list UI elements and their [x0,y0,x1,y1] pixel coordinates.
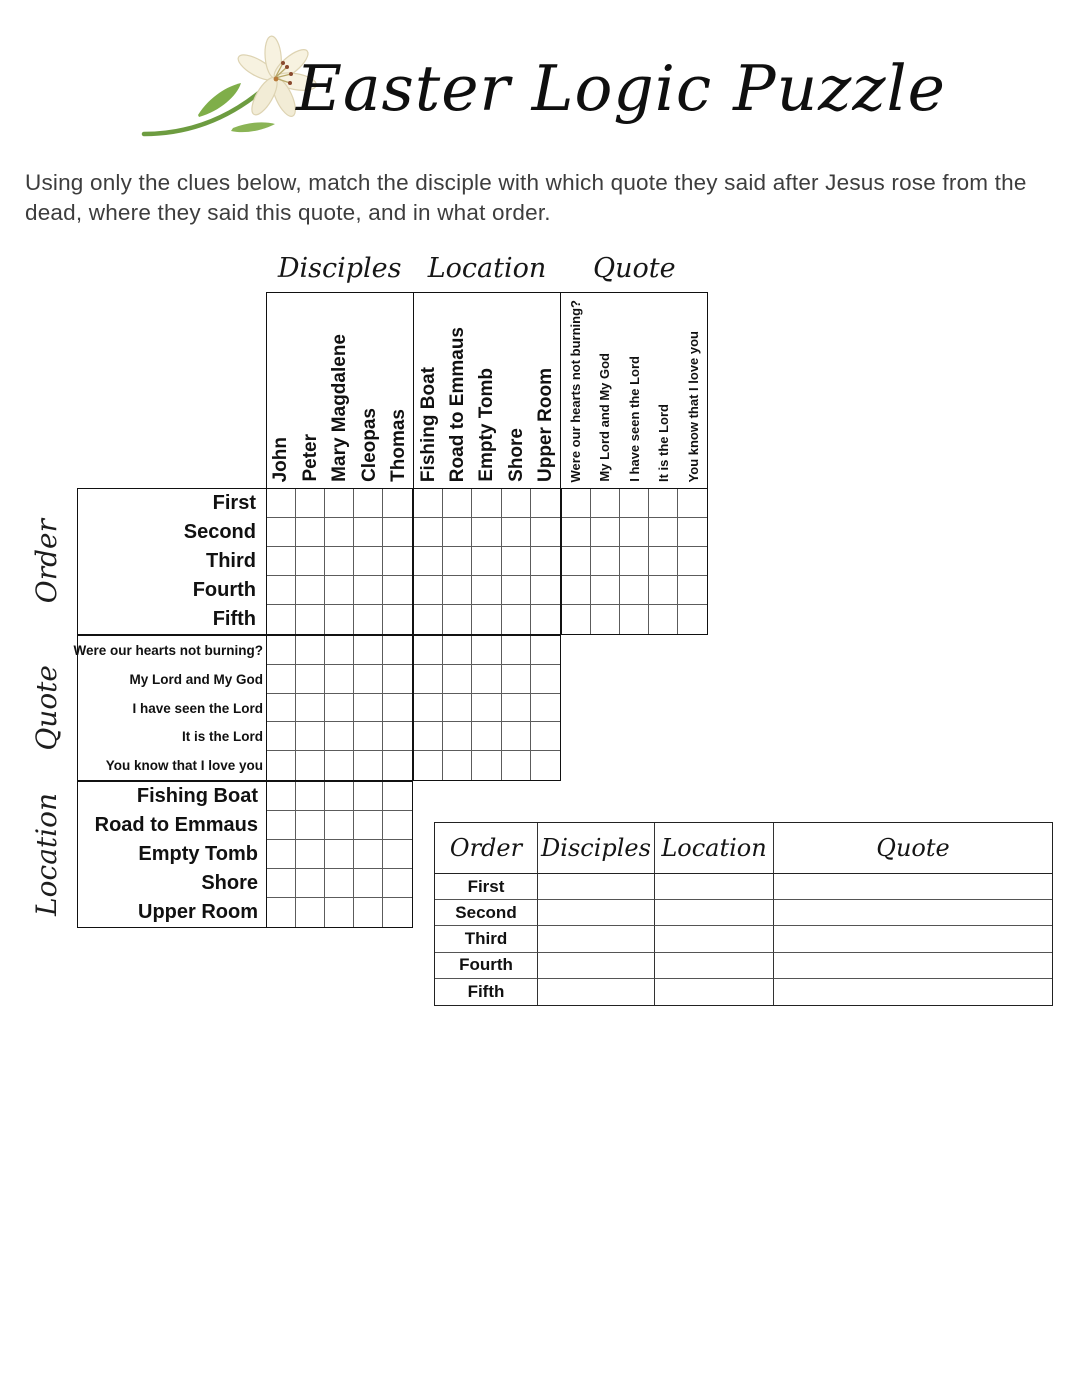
grid-cell[interactable] [354,547,383,576]
grid-cell[interactable] [531,722,560,751]
grid-cell[interactable] [443,665,472,694]
grid-cell[interactable] [531,576,560,605]
column-header [472,292,501,488]
answer-row-label: Fourth [435,953,538,979]
grid-cell[interactable] [472,694,501,723]
column-header [590,292,619,488]
grid-cell[interactable] [531,605,560,634]
grid-cell[interactable] [502,751,531,780]
grid-cell[interactable] [502,489,531,518]
grid-cell[interactable] [296,518,325,547]
grid-cell[interactable] [414,751,443,780]
row-group-label-text: Order [29,519,63,604]
column-header [561,292,590,488]
grid-cell[interactable] [354,694,383,723]
row-label: First [212,491,256,514]
grid-cell[interactable] [296,636,325,665]
answer-column-header: Disciples [538,823,655,874]
grid-cell[interactable] [472,665,501,694]
row-label-box [73,635,266,782]
answer-cell-location[interactable] [655,874,774,900]
answer-cell-disciple[interactable] [538,953,655,979]
grid-cell[interactable] [325,605,354,634]
grid-cell[interactable] [562,489,591,518]
grid-cell[interactable] [325,518,354,547]
grid-cell[interactable] [325,576,354,605]
column-header [413,292,442,488]
grid-cell[interactable] [296,576,325,605]
row-label: Second [183,520,256,543]
grid-cell[interactable] [267,869,296,898]
grid-cell[interactable] [354,722,383,751]
grid-cell[interactable] [531,518,560,547]
grid-cell[interactable] [502,518,531,547]
grid-cell[interactable] [267,576,296,605]
answer-column-header: Quote [774,823,1052,874]
grid-cell[interactable] [678,547,707,576]
grid-cell[interactable] [296,489,325,518]
grid-cell[interactable] [267,547,296,576]
grid-cell[interactable] [562,518,591,547]
grid-cell[interactable] [267,605,296,634]
row-group-label-text: Location [29,793,63,917]
grid-cell[interactable] [354,898,383,927]
grid-cell[interactable] [414,547,443,576]
column-header [502,292,531,488]
answer-cell-quote[interactable] [774,926,1052,952]
column-header [620,292,649,488]
column-header-label: Fishing Boat [417,366,439,482]
grid-cell[interactable] [443,636,472,665]
grid-cell[interactable] [296,840,325,869]
row-group-label-location [22,781,70,928]
grid-cell[interactable] [472,636,501,665]
grid-cell[interactable] [443,547,472,576]
row-label: It is the Lord [182,729,263,745]
grid-cell[interactable] [296,751,325,780]
row-label: My Lord and My God [129,671,263,687]
column-group-label-disciples: Disciples [277,253,402,284]
grid-cell[interactable] [325,898,354,927]
grid-cell-block [266,781,413,928]
grid-cell[interactable] [354,782,383,811]
row-label: Were our hearts not burning? [73,642,263,658]
column-header [325,292,354,488]
grid-cell[interactable] [562,576,591,605]
column-header [443,292,472,488]
answer-cell-disciple[interactable] [538,900,655,926]
row-label: Upper Room [138,901,258,924]
grid-cell[interactable] [354,489,383,518]
grid-cell[interactable] [325,694,354,723]
grid-cell[interactable] [383,898,412,927]
grid-cell-block [413,635,560,782]
grid-cell[interactable] [354,518,383,547]
row-group-label-quote [22,635,70,782]
answer-column-header: Location [655,823,774,874]
grid-cell[interactable] [354,636,383,665]
grid-cell[interactable] [649,547,678,576]
grid-cell[interactable] [354,840,383,869]
grid-cell[interactable] [296,694,325,723]
grid-cell[interactable] [472,751,501,780]
grid-cell[interactable] [678,605,707,634]
grid-cell[interactable] [383,576,412,605]
column-header [679,292,708,488]
grid-cell[interactable] [267,518,296,547]
grid-cell[interactable] [591,605,620,634]
grid-cell[interactable] [267,722,296,751]
grid-cell-block [413,488,560,635]
column-header-label: John [270,436,292,482]
column-header-label: Empty Tomb [476,368,498,482]
grid-cell[interactable] [296,898,325,927]
grid-cell[interactable] [296,869,325,898]
row-label: Fifth [212,607,256,630]
column-group-label-location: Location [427,253,547,284]
grid-cell[interactable] [591,518,620,547]
grid-cell[interactable] [325,722,354,751]
grid-cell[interactable] [531,694,560,723]
row-label: Empty Tomb [138,843,258,866]
grid-cell[interactable] [267,636,296,665]
grid-cell-block [561,488,708,635]
grid-cell[interactable] [678,518,707,547]
column-header-label: Shore [505,428,527,482]
grid-cell[interactable] [443,722,472,751]
row-label: I have seen the Lord [132,700,263,716]
grid-cell[interactable] [383,605,412,634]
column-header-label: Upper Room [535,368,557,482]
grid-cell[interactable] [354,605,383,634]
grid-cell[interactable] [678,576,707,605]
grid-cell[interactable] [414,665,443,694]
grid-cell[interactable] [267,489,296,518]
grid-cell[interactable] [267,751,296,780]
column-header-label: Mary Magdalene [329,334,351,482]
column-header-label: You know that I love you [685,330,701,482]
answer-cell-location[interactable] [655,900,774,926]
grid-cell[interactable] [531,547,560,576]
grid-cell[interactable] [267,782,296,811]
grid-cell[interactable] [414,605,443,634]
grid-cell[interactable] [354,576,383,605]
grid-cell[interactable] [443,576,472,605]
page-title: Easter Logic Puzzle [296,52,946,125]
column-header [295,292,324,488]
row-group-label-order [22,488,70,635]
grid-cell[interactable] [472,576,501,605]
grid-cell[interactable] [562,605,591,634]
grid-cell[interactable] [383,489,412,518]
grid-cell[interactable] [502,576,531,605]
column-header-label: Thomas [388,409,410,482]
grid-cell[interactable] [325,840,354,869]
grid-cell[interactable] [414,518,443,547]
instructions-text: Using only the clues below, match the disciple with which quote they said after Jesus rose from the dead, where they said this quote, and in what order. [25,170,1027,225]
grid-cell[interactable] [267,898,296,927]
column-header [531,292,560,488]
row-label: Fourth [192,578,256,601]
grid-cell[interactable] [443,694,472,723]
grid-cell[interactable] [414,576,443,605]
row-label: Shore [201,872,258,895]
grid-cell[interactable] [502,665,531,694]
grid-cell[interactable] [531,751,560,780]
grid-cell[interactable] [531,489,560,518]
grid-cell[interactable] [502,636,531,665]
grid-cell[interactable] [531,636,560,665]
grid-cell[interactable] [472,489,501,518]
answer-cell-location[interactable] [655,979,774,1005]
column-header-label: Road to Emmaus [447,326,469,482]
grid-cell[interactable] [354,811,383,840]
grid-cell[interactable] [325,869,354,898]
grid-cell[interactable] [354,869,383,898]
grid-cell[interactable] [502,547,531,576]
grid-cell[interactable] [383,751,412,780]
column-group-label-quote: Quote [593,253,676,284]
grid-cell[interactable] [296,782,325,811]
answer-row-label: First [435,874,538,900]
grid-cell[interactable] [383,782,412,811]
grid-cell[interactable] [472,722,501,751]
grid-cell[interactable] [443,605,472,634]
grid-cell[interactable] [325,665,354,694]
answer-cell-quote[interactable] [774,953,1052,979]
grid-cell[interactable] [591,576,620,605]
grid-cell[interactable] [383,547,412,576]
row-label: Fishing Boat [136,785,258,808]
answer-cell-disciple[interactable] [538,874,655,900]
grid-cell-block [266,488,413,635]
grid-cell[interactable] [472,518,501,547]
grid-cell[interactable] [562,547,591,576]
grid-cell[interactable] [531,665,560,694]
grid-cell[interactable] [296,665,325,694]
grid-cell[interactable] [296,547,325,576]
grid-cell[interactable] [325,489,354,518]
answer-cell-disciple[interactable] [538,979,655,1005]
grid-cell[interactable] [267,665,296,694]
column-header-label: Were our hearts not burning? [567,299,583,482]
grid-cell[interactable] [325,636,354,665]
grid-cell[interactable] [620,576,649,605]
grid-cell[interactable] [354,665,383,694]
grid-cell[interactable] [383,869,412,898]
grid-cell[interactable] [383,694,412,723]
grid-cell[interactable] [383,518,412,547]
grid-cell[interactable] [443,751,472,780]
grid-cell[interactable] [502,722,531,751]
grid-cell[interactable] [383,722,412,751]
grid-cell[interactable] [296,605,325,634]
grid-cell[interactable] [620,489,649,518]
answer-row-label: Third [435,926,538,952]
column-header [649,292,678,488]
grid-cell[interactable] [502,694,531,723]
grid-cell[interactable] [649,518,678,547]
grid-cell[interactable] [591,547,620,576]
grid-cell[interactable] [591,489,620,518]
answer-cell-quote[interactable] [774,874,1052,900]
grid-cell[interactable] [649,576,678,605]
column-header [266,292,295,488]
answer-table [434,822,1053,1006]
grid-cell[interactable] [414,489,443,518]
grid-cell[interactable] [443,489,472,518]
answer-cell-quote[interactable] [774,900,1052,926]
grid-cell[interactable] [296,722,325,751]
grid-cell[interactable] [325,811,354,840]
grid-cell[interactable] [649,489,678,518]
column-header-label: Peter [299,434,321,482]
row-label: Road to Emmaus [94,814,258,837]
grid-cell[interactable] [414,636,443,665]
row-label-box [77,781,266,928]
column-header-label: Cleopas [358,408,380,482]
answer-row-label: Second [435,900,538,926]
row-label-box [77,488,266,635]
column-header [384,292,413,488]
answer-row-label: Fifth [435,979,538,1005]
grid-cell[interactable] [325,751,354,780]
grid-cell[interactable] [354,751,383,780]
grid-cell-block [266,635,413,782]
grid-cell[interactable] [443,518,472,547]
grid-cell[interactable] [267,694,296,723]
grid-cell[interactable] [325,547,354,576]
grid-cell[interactable] [296,811,325,840]
grid-cell[interactable] [383,840,412,869]
grid-cell[interactable] [414,722,443,751]
column-header [354,292,383,488]
column-header-label: I have seen the Lord [626,356,642,482]
grid-cell[interactable] [472,605,501,634]
row-group-label-text: Quote [29,665,63,751]
grid-cell[interactable] [414,694,443,723]
grid-cell[interactable] [325,782,354,811]
grid-cell[interactable] [620,605,649,634]
answer-column-header: Order [435,823,538,874]
grid-cell[interactable] [649,605,678,634]
grid-cell[interactable] [472,547,501,576]
grid-cell[interactable] [383,636,412,665]
column-header-label: It is the Lord [656,404,672,482]
grid-cell[interactable] [502,605,531,634]
row-label: You know that I love you [105,758,263,774]
column-header-label: My Lord and My God [597,353,613,482]
grid-cell[interactable] [267,840,296,869]
grid-cell[interactable] [383,665,412,694]
row-label: Third [206,549,256,572]
grid-cell[interactable] [267,811,296,840]
answer-cell-quote[interactable] [774,979,1052,1005]
answer-cell-disciple[interactable] [538,926,655,952]
grid-cell[interactable] [383,811,412,840]
answer-cell-location[interactable] [655,926,774,952]
grid-cell[interactable] [620,547,649,576]
grid-cell[interactable] [620,518,649,547]
answer-cell-location[interactable] [655,953,774,979]
grid-cell[interactable] [678,489,707,518]
